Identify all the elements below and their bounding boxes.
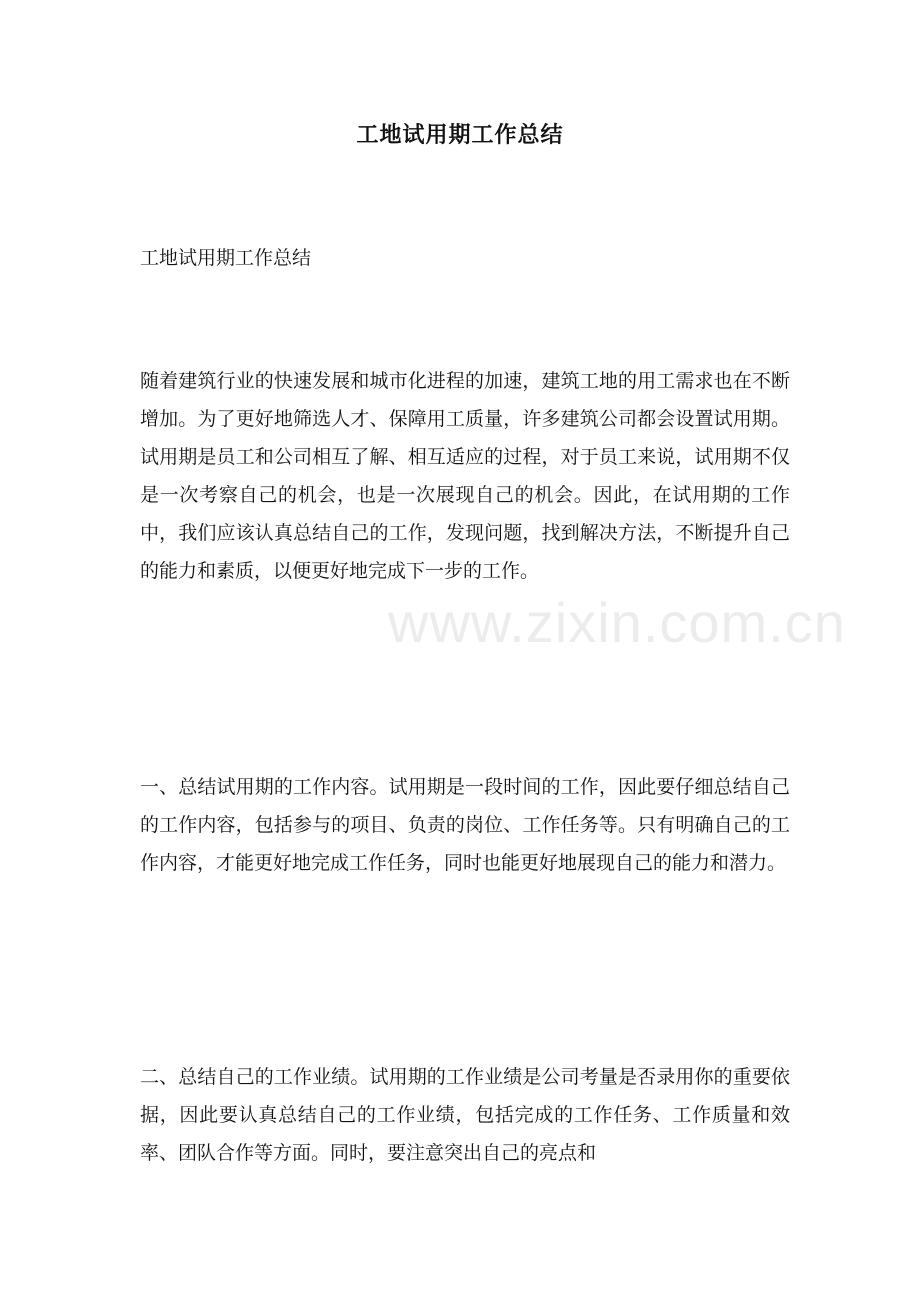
document-title: 工地试用期工作总结	[356, 122, 564, 148]
paragraph-section-1: 一、总结试用期的工作内容。试用期是一段时间的工作，因此要仔细总结自己的工作内容，包括参与的项目、负责的岗位、工作任务等。只有明确自己的工作内容，才能更好地完成工作任务，同时也能更好地展现自己的能力和潜力。	[140, 776, 790, 874]
document-subtitle: 工地试用期工作总结	[140, 247, 312, 269]
paragraph-intro: 随着建筑行业的快速发展和城市化进程的加速，建筑工地的用工需求也在不断增加。为了更好地筛选人才、保障用工质量，许多建筑公司都会设置试用期。试用期是员工和公司相互了解、相互适应的过程，对于员工来说，试用期不仅是一次考察自己的机会，也是一次展现自己的机会。因此，在试用期的工作中，我们应该认真总结自己的工作，发现问题，找到解决方法，不断提升自己的能力和素质，以便更好地完成下一步的工作。	[140, 370, 790, 582]
paragraph-section-2: 二、总结自己的工作业绩。试用期的工作业绩是公司考量是否录用你的重要依据，因此要认真总结自己的工作业绩，包括完成的工作任务、工作质量和效率、团队合作等方面。同时，要注意突出自己的亮点和	[140, 1066, 790, 1164]
watermark: www.zixin.com.cn	[388, 591, 846, 654]
